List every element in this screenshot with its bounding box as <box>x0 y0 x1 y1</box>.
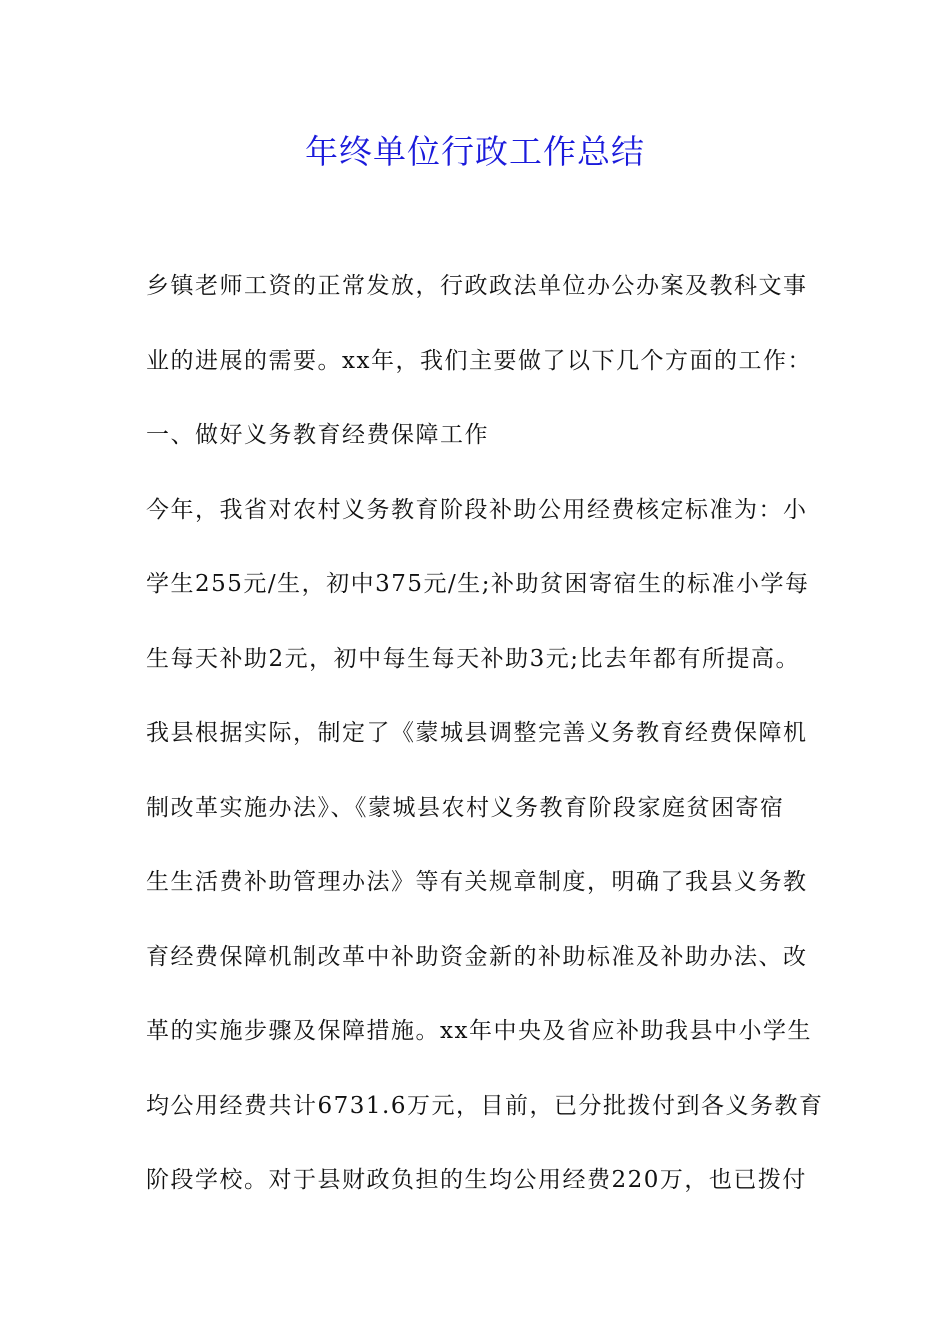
body-line: 业的进展的需要。xx年，我们主要做了以下几个方面的工作： <box>146 347 812 374</box>
body-line: 今年，我省对农村义务教育阶段补助公用经费核定标准为：小 <box>146 496 808 523</box>
body-line: 阶段学校。对于县财政负担的生均公用经费220万，也已拨付 <box>146 1167 807 1193</box>
document-title: 年终单位行政工作总结 <box>305 132 645 171</box>
body-line: 我县根据实际，制定了《蒙城县调整完善义务教育经费保障机 <box>146 720 808 746</box>
body-line: 生每天补助2元，初中每生每天补助3元;比去年都有所提高。 <box>146 645 801 672</box>
body-line: 育经费保障机制改革中补助资金新的补助标准及补助办法、改 <box>146 943 808 970</box>
body-line: 均公用经费共计6731.6万元，目前，已分批拨付到各义务教育 <box>146 1092 824 1119</box>
body-line: 学生255元/生，初中375元/生;补助贫困寄宿生的标准小学每 <box>146 571 810 597</box>
document-body <box>146 262 824 1231</box>
body-line: 乡镇老师工资的正常发放，行政政法单位办公办案及教科文事 <box>146 273 808 299</box>
section-heading: 一、做好义务教育经费保障工作 <box>146 422 489 448</box>
body-line: 生生活费补助管理办法》等有关规章制度，明确了我县义务教 <box>146 869 808 895</box>
body-line: 制改革实施办法》、《蒙城县农村义务教育阶段家庭贫困寄宿 <box>146 794 785 821</box>
body-line: 革的实施步骤及保障措施。xx年中央及省应补助我县中小学生 <box>146 1018 812 1044</box>
